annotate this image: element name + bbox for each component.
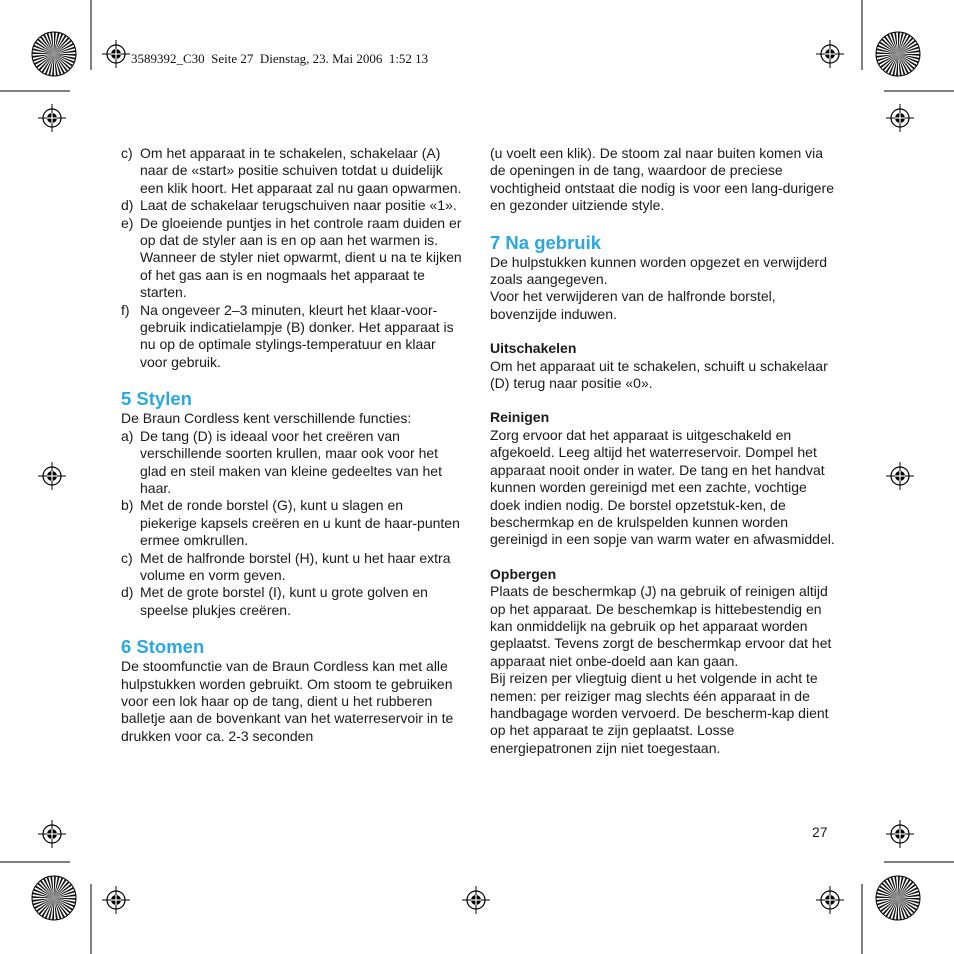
list-item [121, 497, 463, 549]
starburst-target [876, 876, 920, 920]
left-column [121, 145, 463, 745]
starburst-target [32, 876, 76, 920]
section-intro: De Braun Cordless kent verschillende functies: [121, 410, 412, 427]
subheading-uitschakelen: Uitschakelen [490, 340, 577, 357]
starburst-target [32, 32, 76, 76]
subheading-reinigen: Reinigen [490, 409, 550, 426]
item-label: e) [121, 214, 134, 231]
registration-mark [38, 820, 66, 848]
registration-mark [462, 886, 490, 914]
reinigen-text: Zorg ervoor dat het apparaat is uitgeschakeld en afgekoeld. Leeg altijd het waterreservoir. Dompel het apparaat nooit onder in water. De tang en het handvat kunnen worden gereinigd met een zachte, vochtige doek indien nodig. De borstel opzetstuk-ken, de beschermkap en de krulspelden kunnen worden gereinigd in een sopje van warm water en afwasmiddel. [490, 426, 835, 548]
section-text: De stoomfunctie van de Braun Cordless kan met alle hulpstukken worden gebruikt. Om stoom te gebruiken voor een lok haar op de tang, dient u het rubberen balletje aan de bovenkant van het waterreservoir in te drukken voor ca. 2-3 seconden [121, 658, 454, 744]
section-heading-stylen: 5 Stylen [121, 388, 192, 410]
item-label: a) [121, 427, 134, 444]
right-column [490, 145, 835, 757]
list-item [121, 145, 463, 197]
list-item [121, 550, 463, 585]
list-item [121, 428, 463, 498]
registration-mark [102, 40, 130, 68]
section-intro: De hulpstukken kunnen worden opgezet en verwijderd zoals aangegeven. [490, 253, 827, 288]
item-text: Laat de schakelaar terugschuiven naar positie «1». [140, 197, 457, 214]
step-list [121, 145, 463, 371]
list-item [121, 302, 463, 372]
continuation-text: (u voelt een klik). De stoom zal naar buiten komen via de openingen in de tang, waardoor de preciese vochtigheid ontstaat die nodig is voor een lang-durigere en gezonder uitziende style. [490, 145, 835, 214]
list-item [121, 584, 463, 619]
item-text: Na ongeveer 2–3 minuten, kleurt het klaar-voor-gebruik indicatielampje (B) donker. Het apparaat is nu op de optimale stylings-temperatuur en klaar voor gebruik. [140, 301, 454, 370]
registration-mark [816, 886, 844, 914]
subheading-opbergen: Opbergen [490, 565, 557, 582]
registration-mark [38, 462, 66, 490]
function-list [121, 428, 463, 619]
opbergen-text-2: Bij reizen per vliegtuig dient u het volgende in acht te nemen: per reiziger mag slechts één apparaat in de handbagage worden vervoerd. De bescherm-kap dient op het apparaat te zijn geplaatst. Losse energiepatronen zijn niet toegestaan. [490, 670, 829, 756]
print-slug: 3589392_C30 Seite 27 Dienstag, 23. Mai 2006 1:52 13 [131, 51, 429, 66]
item-text: Met de halfronde borstel (H), kunt u het haar extra volume en vorm geven. [140, 549, 451, 583]
registration-mark [886, 462, 914, 490]
item-text: De tang (D) is ideaal voor het creëren van verschillende soorten krullen, maar ook voor het glad en steil maken van kleine gedeeltes van het haar. [140, 427, 442, 496]
item-label: b) [121, 497, 134, 514]
item-label: d) [121, 584, 134, 601]
section-heading-na-gebruik: 7 Na gebruik [490, 231, 602, 253]
item-text: De gloeiende puntjes in het controle raam duiden er op dat de styler aan is en op aan het warmen is. Wanneer de styler niet opwarmt, dient u na te kijken of het gas aan is en nogmaals het apparaat te starten. [140, 214, 462, 301]
section-heading-stomen: 6 Stomen [121, 636, 205, 658]
section-intro-2: Voor het verwijderen van de halfronde borstel, bovenzijde induwen. [490, 288, 776, 322]
registration-mark [886, 820, 914, 848]
starburst-target [876, 32, 920, 76]
item-label: c) [121, 145, 133, 161]
list-item [121, 215, 463, 302]
item-text: Met de grote borstel (I), kunt u grote golven en speelse plukjes creëren. [140, 584, 428, 618]
registration-mark [38, 104, 66, 132]
registration-mark [102, 886, 130, 914]
page-number: 27 [812, 824, 828, 840]
list-item [121, 197, 463, 214]
opbergen-text: Plaats de beschermkap (J) na gebruik of reinigen altijd op het apparaat. De beschemkap is hittebestendig en kan onmiddelijk na gebruik op het apparaat worden geplaatst. Tevens zorgt de beschermkap ervoor dat het apparaat niet onbe-doeld aan kan gaan. [490, 583, 832, 669]
item-text: Met de ronde borstel (G), kunt u slagen en piekerige kapsels creëren en u kunt de haar-punten ermee omkrullen. [140, 497, 460, 549]
uitschakelen-text: Om het apparaat uit te schakelen, schuift u schakelaar (D) terug naar positie «0». [490, 357, 828, 392]
item-label: f) [121, 301, 130, 318]
item-label: c) [121, 549, 133, 566]
registration-mark [816, 40, 844, 68]
registration-mark [886, 104, 914, 132]
item-text: Om het apparaat in te schakelen, schakelaar (A) naar de «start» positie schuiven totdat u duidelijk een klik hoort. Het apparaat zal nu gaan opwarmen. [140, 145, 462, 196]
item-label: d) [121, 197, 134, 214]
